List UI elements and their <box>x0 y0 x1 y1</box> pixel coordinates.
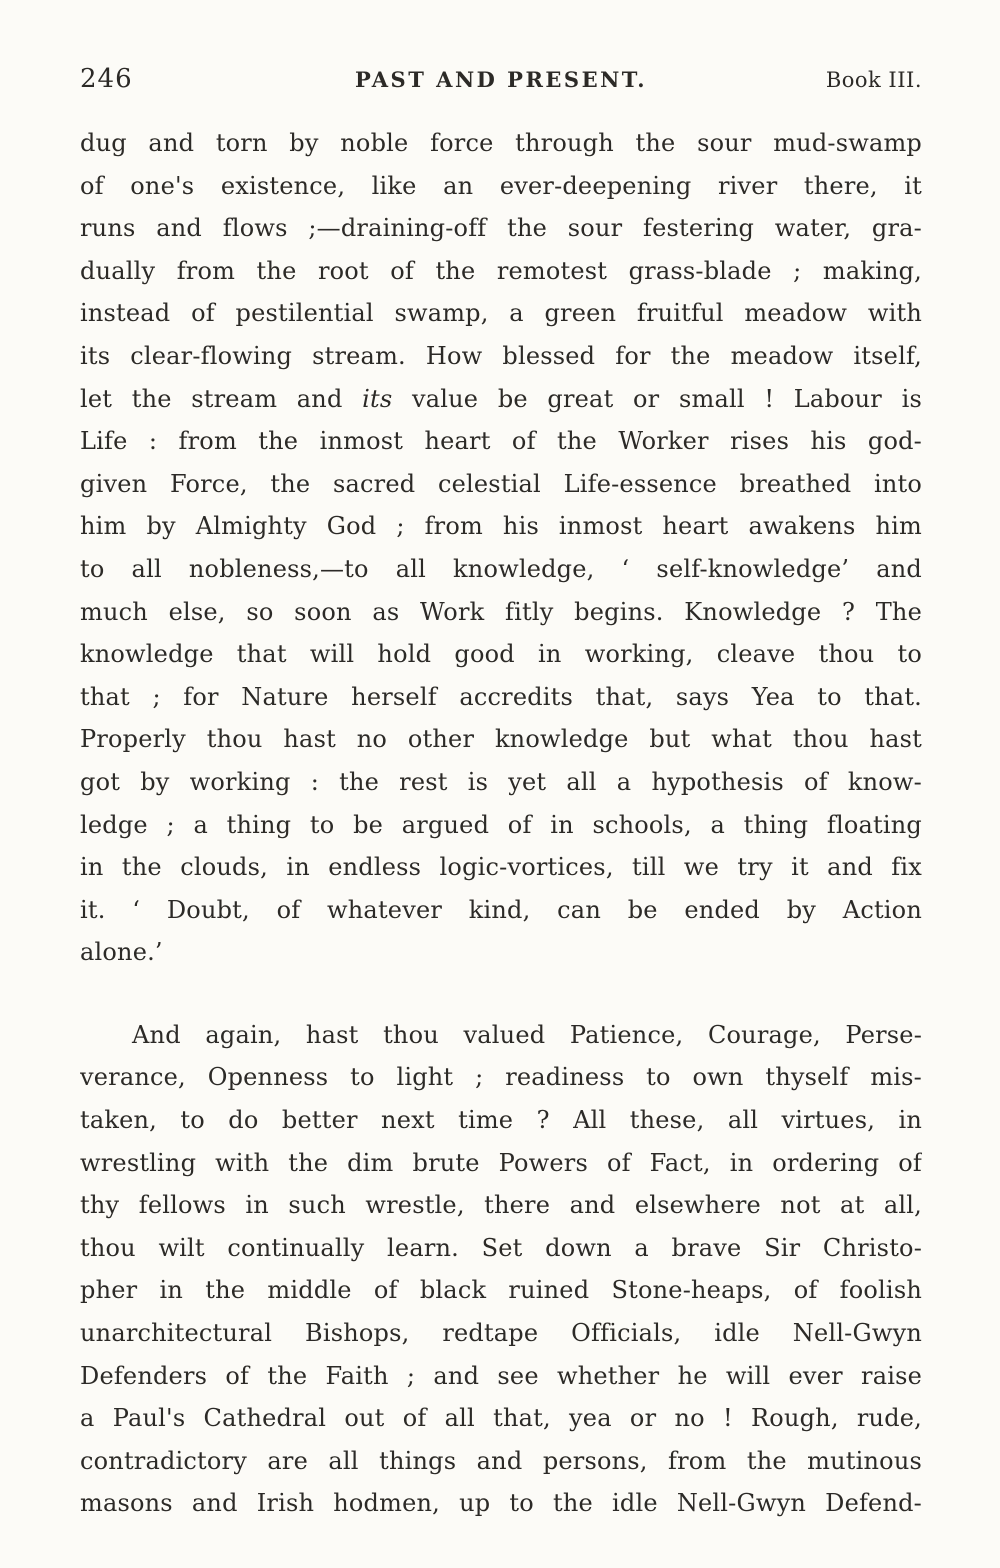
text-line <box>80 1482 922 1525</box>
text-line <box>80 931 922 974</box>
text-segment: knowledge that will hold good in working, cleave thou to <box>80 640 922 669</box>
text-segment: dually from the root of the remotest grass-blade ; making, <box>80 256 922 285</box>
text-line <box>80 505 922 548</box>
text-segment: it. ‘ Doubt, of whatever kind, can be ended by Action <box>80 895 922 924</box>
text-line <box>80 1099 922 1142</box>
text-segment: much else, so soon as Work fitly begins. Knowledge ? The <box>80 597 922 626</box>
text-segment: let the stream and <box>80 384 363 413</box>
text-segment: dug and torn by noble force through the sour mud-swamp <box>80 129 922 157</box>
text-line <box>80 1142 922 1185</box>
text-line <box>80 1227 922 1270</box>
page-header <box>80 64 922 94</box>
text-segment: instead of pestilential swamp, a green fruitful meadow with <box>80 299 922 328</box>
text-segment: to all nobleness,—to all knowledge, ‘ self-knowledge’ and <box>80 554 922 583</box>
text-segment: pher in the middle of black ruined Stone-heaps, of foolish <box>80 1276 922 1305</box>
text-line <box>80 420 922 463</box>
text-line <box>80 122 922 165</box>
text-segment: taken, to do better next time ? All these, all virtues, in <box>80 1106 922 1135</box>
running-title: PAST AND PRESENT. <box>354 67 648 92</box>
text-segment: And again, hast thou valued Patience, Courage, Perse- <box>132 1020 922 1049</box>
text-segment: masons and Irish hodmen, up to the idle Nell-Gwyn Defend- <box>80 1489 922 1518</box>
text-line <box>80 548 922 591</box>
text-line <box>80 250 922 293</box>
text-segment: him by Almighty God ; from his inmost heart awakens him <box>80 512 922 541</box>
text-segment: contradictory are all things and persons, from the mutinous <box>80 1446 922 1475</box>
text-line <box>80 463 922 506</box>
text-segment: verance, Openness to light ; readiness to own thyself mis- <box>80 1063 922 1092</box>
text-line <box>80 846 922 889</box>
text-line <box>80 1312 922 1355</box>
text-line <box>80 633 922 676</box>
text-line <box>80 1056 922 1099</box>
text-line <box>80 1269 922 1312</box>
text-segment: got by working : the rest is yet all a hypothesis of know- <box>80 767 922 796</box>
text-line <box>80 1184 922 1227</box>
text-line <box>80 1014 922 1057</box>
text-segment: Properly thou hast no other knowledge but what thou hast <box>80 725 922 754</box>
text-segment: in the clouds, in endless logic-vortices, till we try it and fix <box>80 853 922 882</box>
text-line <box>80 676 922 719</box>
text-segment: its clear-flowing stream. How blessed for the meadow itself, <box>80 341 922 370</box>
text-line <box>80 718 922 761</box>
text-segment: thy fellows in such wrestle, there and elsewhere not at all, <box>80 1191 922 1220</box>
text-line <box>80 761 922 804</box>
text-line <box>80 1440 922 1483</box>
paragraph <box>80 122 922 974</box>
text-line <box>80 1397 922 1440</box>
text-line <box>80 1355 922 1398</box>
text-segment: given Force, the sacred celestial Life-essence breathed into <box>80 469 922 498</box>
text-line <box>80 591 922 634</box>
text-line <box>80 335 922 378</box>
book-label: Book III. <box>825 68 922 92</box>
page-number: 246 <box>80 64 133 94</box>
paragraph <box>80 1014 922 1525</box>
text-segment: Defenders of the Faith ; and see whether he will ever raise <box>80 1361 922 1390</box>
text-segment: value be great or small ! Labour is <box>392 384 922 413</box>
text-segment: alone.’ <box>80 938 163 967</box>
page-text <box>80 122 922 1525</box>
text-segment: of one's existence, like an ever-deepening river there, it <box>80 171 922 200</box>
text-segment: runs and flows ;—draining-off the sour festering water, gra- <box>80 214 922 243</box>
text-line <box>80 165 922 208</box>
text-segment: that ; for Nature herself accredits that, says Yea to that. <box>80 682 922 711</box>
text-segment: ledge ; a thing to be argued of in schools, a thing floating <box>80 810 922 839</box>
text-line <box>80 292 922 335</box>
text-segment: unarchitectural Bishops, redtape Officials, idle Nell-Gwyn <box>80 1319 922 1348</box>
text-segment: a Paul's Cathedral out of all that, yea or no ! Rough, rude, <box>80 1404 922 1433</box>
text-segment: Life : from the inmost heart of the Worker rises his god- <box>80 427 922 456</box>
text-segment: thou wilt continually learn. Set down a brave Sir Christo- <box>80 1233 922 1262</box>
text-line <box>80 207 922 250</box>
text-line <box>80 804 922 847</box>
text-line <box>80 889 922 932</box>
text-line <box>80 378 922 421</box>
italic-text: its <box>362 384 393 413</box>
text-segment: wrestling with the dim brute Powers of Fact, in ordering of <box>80 1148 922 1177</box>
